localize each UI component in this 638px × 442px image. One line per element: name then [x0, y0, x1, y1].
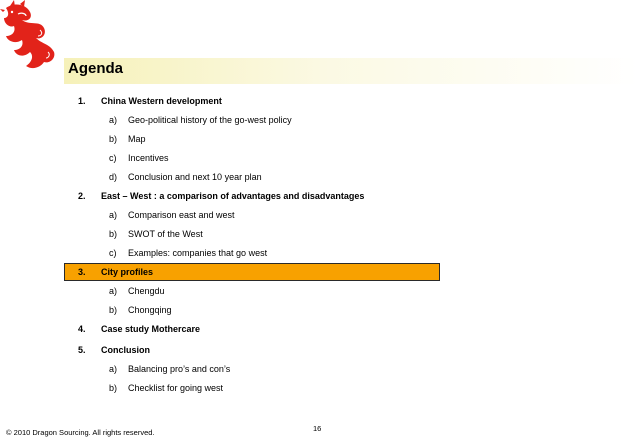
agenda-subitem-letter: b) [109, 383, 118, 393]
agenda-subitem-label: Incentives [128, 153, 169, 163]
slide-title: Agenda [68, 60, 124, 77]
agenda-subitem-label: Geo-political history of the go-west policy [128, 115, 292, 125]
agenda-item-label: Case study Mothercare [101, 324, 201, 334]
dragon-logo-icon [0, 0, 60, 72]
agenda-subitem-letter: b) [109, 229, 118, 239]
agenda-subitem-1d [109, 169, 262, 185]
agenda-subitem-label: Chongqing [128, 305, 172, 315]
agenda-subitem-2b [109, 226, 203, 242]
agenda-subitem-1c [109, 150, 169, 166]
agenda-item-4 [78, 321, 200, 337]
agenda-item-label: Conclusion [101, 345, 150, 355]
agenda-item-number: 3. [78, 267, 86, 277]
agenda-subitem-label: Map [128, 134, 146, 144]
agenda-item-number: 4. [78, 324, 86, 334]
agenda-subitem-letter: b) [109, 134, 118, 144]
agenda-item-label: City profiles [101, 267, 154, 277]
agenda-item-number: 2. [78, 191, 86, 201]
agenda-item-label: China Western development [101, 96, 222, 106]
agenda-subitem-letter: a) [109, 115, 118, 125]
agenda-subitem-label: Balancing pro’s and con’s [128, 364, 231, 374]
agenda-subitem-2c [109, 245, 267, 261]
page-number: 16 [313, 424, 322, 433]
agenda-subitem-3a [109, 283, 165, 299]
agenda-item-3 [78, 264, 153, 280]
agenda-item-number: 5. [78, 345, 86, 355]
agenda-subitem-label: Conclusion and next 10 year plan [128, 172, 262, 182]
agenda-subitem-1b [109, 131, 146, 147]
agenda-subitem-label: SWOT of the West [128, 229, 203, 239]
agenda-subitem-5b [109, 380, 223, 396]
agenda-subitem-1a [109, 112, 292, 128]
agenda-subitem-letter: d) [109, 172, 118, 182]
agenda-item-5 [78, 342, 150, 358]
title-bar [64, 58, 638, 84]
agenda-subitem-label: Checklist for going west [128, 383, 224, 393]
agenda-item-label: East – West : a comparison of advantages and disadvantages [101, 191, 365, 201]
agenda-subitem-letter: c) [109, 248, 117, 258]
agenda-subitem-letter: a) [109, 210, 118, 220]
agenda-item-number: 1. [78, 96, 86, 106]
agenda-subitem-letter: c) [109, 153, 117, 163]
copyright-footer: © 2010 Dragon Sourcing. All rights reserved. [6, 428, 155, 437]
agenda-item-2 [78, 188, 364, 204]
agenda-subitem-5a [109, 361, 230, 377]
agenda-subitem-2a [109, 207, 235, 223]
agenda-subitem-letter: a) [109, 364, 118, 374]
title-divider [64, 85, 638, 86]
agenda-subitem-label: Examples: companies that go west [128, 248, 268, 258]
agenda-subitem-letter: a) [109, 286, 118, 296]
agenda-subitem-label: Chengdu [128, 286, 165, 296]
agenda-subitem-label: Comparison east and west [128, 210, 235, 220]
agenda-subitem-letter: b) [109, 305, 118, 315]
agenda-subitem-3b [109, 302, 172, 318]
agenda-item-1 [78, 93, 222, 109]
